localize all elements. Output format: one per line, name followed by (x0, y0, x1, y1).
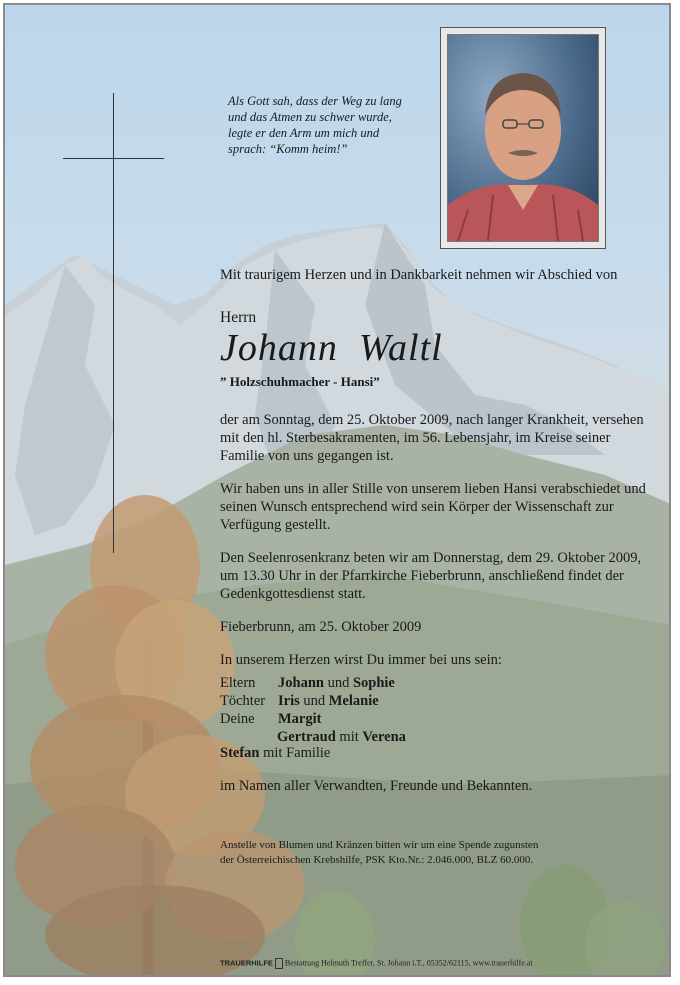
intro-line: Mit traurigem Herzen und in Dankbarkeit nehmen wir Abschied von (220, 267, 618, 283)
connector-text: und (299, 693, 329, 709)
portrait-photo (447, 34, 599, 242)
quote-line: Als Gott sah, dass der Weg zu lang (228, 94, 402, 108)
donation-note (220, 838, 640, 868)
family-row-daughters (220, 692, 379, 710)
relation-label: Eltern (220, 675, 256, 691)
family-name: Melanie (328, 693, 379, 709)
donation-line: der Österreichischen Krebshilfe, PSK Kto.Nr.: 2.046.000, BLZ 60.000. (220, 854, 534, 866)
quote-line: sprach: “Komm heim!” (228, 142, 348, 156)
paragraph-rosary: Den Seelenrosenkranz beten wir am Donnerstag, dem 29. Oktober 2009, um 13.30 Uhr in der Pfarrkirche Fieberbrunn, anschließend findet der Gedenkgottesdienst statt. (220, 550, 642, 602)
family-row-parents (220, 674, 395, 692)
family-row-siblings (220, 710, 321, 728)
funeral-logo-icon (275, 958, 283, 969)
cross-vertical-line (113, 93, 114, 553)
family-name: Iris (278, 693, 300, 709)
footer (220, 958, 533, 969)
portrait-frame (440, 27, 606, 249)
donation-line: Anstelle von Blumen und Kränzen bitten wir um eine Spende zugunsten (220, 839, 539, 851)
paragraph-death-notice: der am Sonntag, dem 25. Oktober 2009, nach langer Krankheit, versehen mit den hl. Sterbesakramenten, im 56. Lebensjahr, im Kreise seiner Familie von uns gegangen ist. (220, 412, 644, 464)
family-name: Johann (278, 675, 324, 691)
family-name: Stefan (220, 745, 260, 761)
family-name: Gertraud (277, 729, 336, 745)
memorial-quote (228, 93, 428, 157)
nickname: ” Holzschuhmacher - Hansi” (220, 374, 380, 389)
connector-text: mit (335, 729, 363, 745)
connector-text: mit Familie (259, 745, 331, 761)
heart-line: In unserem Herzen wirst Du immer bei uns sein: (220, 652, 502, 668)
paragraph-farewell: Wir haben uns in aller Stille von unserem lieben Hansi verabschiedet und seinen Wunsch entsprechend wird sein Körper der Wissenschaft zur Verfügung gestellt. (220, 481, 646, 533)
portrait-image (448, 35, 598, 241)
connector-text: und (323, 675, 353, 691)
footer-brand: TRAUERHILFE (220, 958, 273, 968)
relation-label: Töchter (220, 693, 266, 709)
family-name: Verena (362, 729, 406, 745)
place-date: Fieberbrunn, am 25. Oktober 2009 (220, 619, 422, 635)
quote-line: legte er den Arm um mich und (228, 126, 380, 140)
quote-line: und das Atmen zu schwer wurde, (228, 110, 392, 124)
salutation: Herrn (220, 309, 257, 326)
closing-line: im Namen aller Verwandten, Freunde und Bekannten. (220, 778, 533, 794)
cross-horizontal-line (63, 158, 164, 159)
deceased-name: Johann Waltl (220, 327, 443, 369)
family-row-stefan (220, 744, 330, 762)
family-name: Sophie (352, 675, 395, 691)
relation-label: Deine (220, 711, 255, 727)
footer-text: Bestattung Helmuth Treffer, St. Johann i.T., 05352/62115, www.trauerhilfe.at (284, 958, 533, 968)
family-name: Margit (278, 711, 322, 727)
